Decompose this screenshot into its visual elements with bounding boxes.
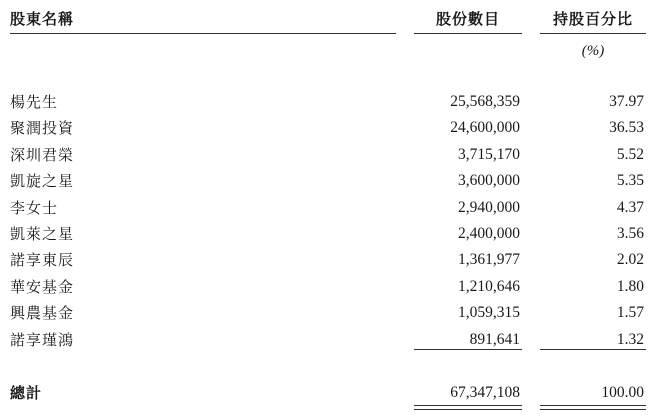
shareholder-name: 聚潤投資 [10, 119, 75, 138]
percentage-value: 36.53 [609, 119, 644, 137]
percentage-value: 1.32 [616, 330, 644, 348]
shareholder-name: 深圳君榮 [10, 145, 75, 164]
shares-value: 24,600,000 [450, 119, 520, 137]
table-row [0, 275, 660, 301]
header-shareholder-name: 股東名稱 [10, 10, 75, 28]
header-divider [540, 33, 646, 34]
shares-value: 2,940,000 [458, 198, 520, 216]
percentage-value: 1.80 [616, 277, 644, 295]
table-body [0, 90, 660, 354]
table-row [0, 222, 660, 248]
shareholder-name: 李女士 [10, 198, 59, 217]
total-percentage-value: 100.00 [601, 384, 644, 401]
table-row [0, 301, 660, 327]
shares-value: 25,568,359 [450, 93, 520, 110]
shareholder-name: 楊先生 [10, 93, 59, 111]
table-row [0, 248, 660, 274]
total-shares-value: 67,347,108 [450, 384, 520, 401]
shares-value: 891,641 [469, 330, 520, 348]
shareholder-name: 諾享東辰 [10, 251, 75, 270]
table-row [0, 143, 660, 169]
table-row [0, 196, 660, 222]
header-shareholding-percentage: 持股百分比 [552, 10, 633, 28]
shares-value: 1,059,315 [458, 304, 520, 322]
header-divider [10, 33, 396, 34]
percentage-value: 5.52 [616, 145, 644, 163]
subtotal-rule [414, 349, 522, 350]
table-row [0, 169, 660, 195]
subtotal-rule [540, 349, 646, 350]
shares-value: 1,210,646 [458, 277, 520, 295]
total-double-rule [414, 405, 522, 410]
table-row [0, 90, 660, 116]
total-label: 總計 [10, 384, 43, 402]
shares-value: 3,715,170 [458, 145, 520, 163]
shares-value: 3,600,000 [458, 172, 520, 190]
percentage-value: 5.35 [616, 172, 644, 190]
percentage-value: 4.37 [616, 198, 644, 216]
percentage-value: 2.02 [616, 251, 644, 269]
header-divider [414, 33, 522, 34]
total-row [0, 381, 660, 405]
percentage-value: 3.56 [616, 224, 644, 242]
total-double-rule [540, 405, 646, 410]
shareholder-name: 凱旋之星 [10, 172, 75, 191]
percentage-value: 37.97 [609, 93, 644, 110]
shareholder-name: 興農基金 [10, 304, 75, 323]
percentage-value: 1.57 [616, 304, 644, 322]
shareholder-name: 華安基金 [10, 277, 75, 296]
header-number-of-shares: 股份數目 [435, 10, 500, 28]
shares-value: 2,400,000 [458, 224, 520, 242]
shareholder-name: 諾享瑾鴻 [10, 330, 75, 349]
percentage-unit: (%) [581, 43, 605, 59]
shares-value: 1,361,977 [458, 251, 520, 269]
shareholder-name: 凱萊之星 [10, 224, 75, 243]
table-row [0, 116, 660, 142]
